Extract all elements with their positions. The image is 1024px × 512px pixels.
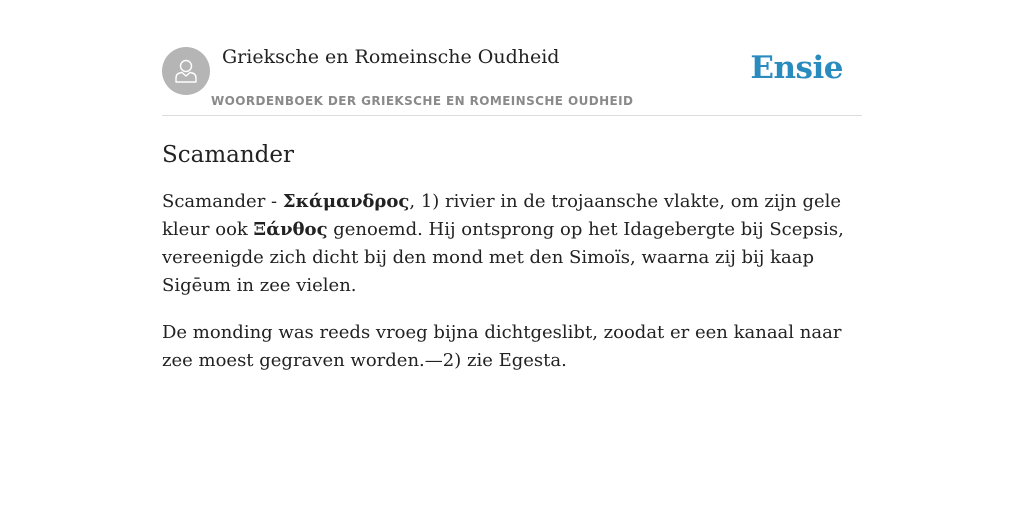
book-avatar[interactable] <box>162 47 210 95</box>
book-title[interactable]: Grieksche en Romeinsche Oudheid <box>222 46 560 68</box>
entry-text: Scamander - <box>162 191 283 212</box>
greek-term: Σκάμανδρος <box>282 191 410 212</box>
user-icon <box>171 56 201 86</box>
page-container <box>162 0 862 394</box>
entry-paragraph-1 <box>162 188 862 300</box>
greek-term: Ξάνθος <box>253 219 328 240</box>
book-subtitle: WOORDENBOEK DER GRIEKSCHE EN ROMEINSCHE OUDHEID <box>211 94 634 108</box>
ensie-logo-link[interactable]: Ensie <box>750 50 843 86</box>
entry-body <box>162 188 862 375</box>
book-header <box>162 0 862 116</box>
entry-text: genoemd. Hij ontsprong op het Idagebergte bij Scepsis, vereenigde zich dicht bij den mond met den Simoïs, waarna zij bij kaap Sigēum in zee vielen. <box>162 219 844 296</box>
entry-title: Scamander <box>162 142 295 168</box>
entry-paragraph-2: De monding was reeds vroeg bijna dichtgeslibt, zoodat er een kanaal naar zee moest gegraven worden.—2) zie Egesta. <box>162 322 842 371</box>
entry-text: , 1) rivier in de trojaansche vlakte, om zijn gele kleur ook <box>162 191 842 240</box>
